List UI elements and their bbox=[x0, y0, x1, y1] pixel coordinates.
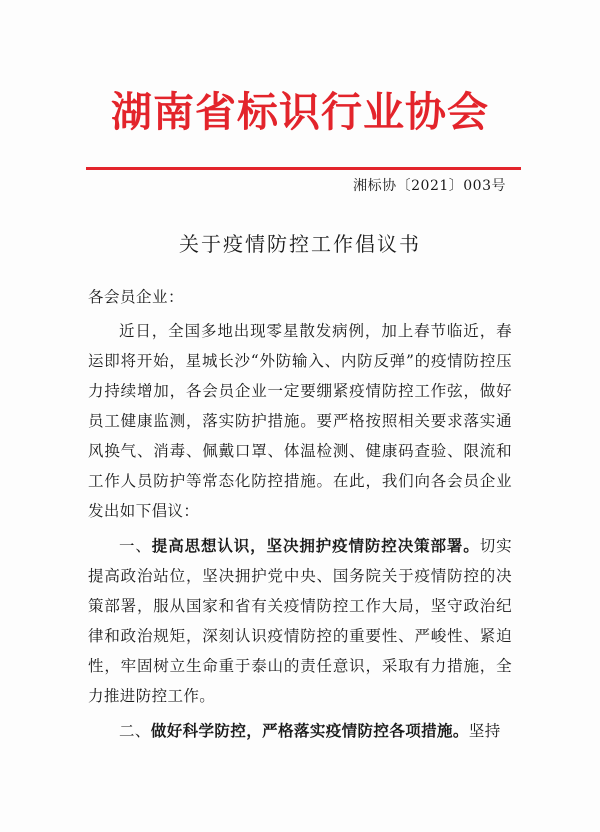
salutation: 各会员企业： bbox=[88, 288, 185, 306]
paragraph-lead: 做好科学防控，严格落实疫情防控各项措施。 bbox=[150, 721, 469, 740]
paragraph-text: 坚持 bbox=[468, 722, 501, 740]
paragraph-lead: 提高思想认识，坚决拥护疫情防控决策部署。 bbox=[151, 536, 480, 555]
paragraph-intro bbox=[88, 316, 512, 526]
document-number: 湘标协〔2021〕003号 bbox=[353, 178, 506, 194]
paragraph-point-2 bbox=[88, 716, 512, 746]
paragraph-point-1 bbox=[88, 531, 512, 711]
paragraph-text: 近日，全国多地出现零星散发病例，加上春节临近，春运即将开始，星城长沙“外防输入、内防反弹”的疫情防控压力持续增加，各会员企业一定要绷紧疫情防控工作弦，做好员工健康监测，落实防护措施。要严格按照相关要求落实通风换气、消毒、佩戴口罩、体温检测、健康码查验、限流和工作人员防护等常态化防控措施。在此，我们向各会员企业发出如下倡议： bbox=[88, 322, 512, 520]
document-title: 关于疫情防控工作倡议书 bbox=[179, 232, 421, 256]
paragraph-text: 切实提高政治站位，坚决拥护党中央、国务院关于疫情防控的决策部署，服从国家和省有关疫情防控工作大局，坚守政治纪律和政治规矩，深刻认识疫情防控的重要性、严峻性、紧迫性，牢固树立生命重于泰山的责任意识，采取有力措施，全力推进防控工作。 bbox=[88, 537, 512, 705]
letterhead-title: 湖南省标识行业协会 bbox=[111, 88, 489, 136]
letterhead-divider bbox=[86, 167, 521, 170]
paragraph-prefix: 一、 bbox=[119, 537, 152, 555]
paragraph-prefix: 二、 bbox=[119, 722, 151, 740]
